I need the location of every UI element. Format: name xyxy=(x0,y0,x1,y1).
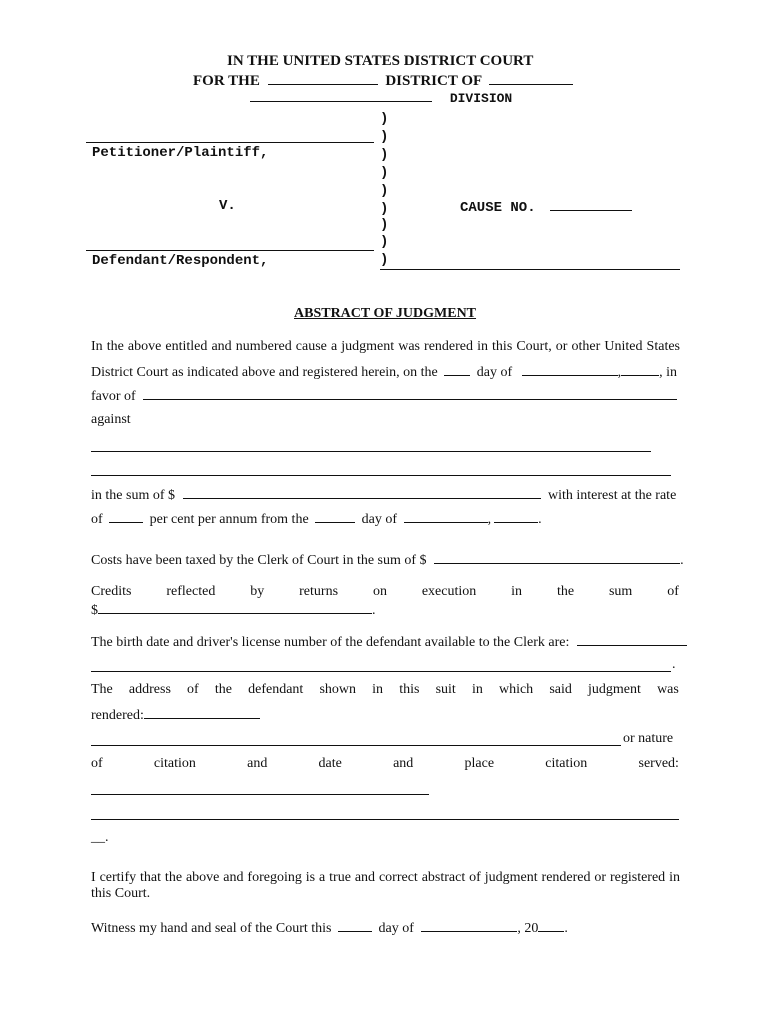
paren: ) xyxy=(380,129,389,145)
costs-sum-field[interactable] xyxy=(434,551,680,564)
word: reflected xyxy=(166,584,216,599)
against-field-1[interactable] xyxy=(91,451,651,452)
defendant-label: Defendant/Respondent, xyxy=(92,253,269,269)
district-name-field[interactable] xyxy=(268,72,378,85)
interest-year-field[interactable] xyxy=(494,510,538,523)
cause-no-field[interactable] xyxy=(550,198,632,211)
address-field[interactable] xyxy=(91,745,621,746)
credits-line xyxy=(91,584,679,600)
district-line xyxy=(193,72,573,90)
word: address xyxy=(128,682,171,697)
rate-line xyxy=(91,510,542,528)
citation-field-1[interactable] xyxy=(91,794,429,795)
citation-end-text: __. xyxy=(91,830,109,845)
word: and xyxy=(247,756,268,771)
year-prefix-text: , 20 xyxy=(517,921,539,936)
paren: ) xyxy=(380,165,389,181)
interest-day-field[interactable] xyxy=(315,510,355,523)
word: in xyxy=(511,584,523,599)
word: in xyxy=(372,682,384,697)
district-of-label: DISTRICT OF xyxy=(385,73,482,89)
period-text: . xyxy=(372,603,376,618)
witness-month-field[interactable] xyxy=(421,919,517,932)
paren: ) xyxy=(380,183,389,199)
word: Credits xyxy=(91,584,132,599)
judgment-month-field[interactable] xyxy=(522,363,618,376)
word: this xyxy=(399,682,420,697)
for-the-label: FOR THE xyxy=(193,73,260,89)
costs-text: Costs have been taxed by the Clerk of Court in the sum of $ xyxy=(91,553,427,568)
word: place xyxy=(464,756,495,771)
of-text: of xyxy=(91,512,103,527)
division-label: DIVISION xyxy=(449,91,513,106)
witness-day-field[interactable] xyxy=(338,919,372,932)
paren: ) xyxy=(380,217,389,233)
costs-line xyxy=(91,551,684,569)
word: suit xyxy=(435,682,456,697)
word: of xyxy=(91,756,103,771)
word: served: xyxy=(638,756,679,771)
word: shown xyxy=(319,682,357,697)
paren: ) xyxy=(380,234,389,250)
cause-no-line xyxy=(460,198,632,216)
word: in xyxy=(471,682,483,697)
license-field[interactable] xyxy=(91,671,671,672)
judgment-paragraph-line1: In the above entitled and numbered cause a judgment was rendered in this Court, or other United States xyxy=(91,339,680,354)
certify-line1: I certify that the above and foregoing is a true and correct abstract of judgment rendered or registered in xyxy=(91,870,680,885)
period-text: . xyxy=(538,512,542,527)
day-of-text: day of xyxy=(476,365,513,380)
day-of-text: day of xyxy=(361,512,398,527)
registered-text: District Court as indicated above and registered herein, on the xyxy=(91,365,438,380)
word: was xyxy=(657,682,679,697)
word: returns xyxy=(299,584,339,599)
sum-line xyxy=(91,486,676,504)
versus-label: V. xyxy=(219,198,236,214)
rendered-address-field[interactable] xyxy=(144,706,260,719)
birth-date-text: The birth date and driver's license number of the defendant available to the Clerk are: xyxy=(91,635,570,650)
paren: ) xyxy=(380,201,389,217)
word: execution xyxy=(421,584,477,599)
document-title: ABSTRACT OF JUDGMENT xyxy=(294,306,477,321)
word: on xyxy=(372,584,387,599)
rendered-line xyxy=(91,706,260,724)
rendered-text: rendered: xyxy=(91,708,144,723)
word: said xyxy=(549,682,572,697)
favor-of-line xyxy=(91,387,677,405)
petitioner-name-field[interactable] xyxy=(86,142,374,143)
witness-text: Witness my hand and seal of the Court this xyxy=(91,921,332,936)
cause-no-label: CAUSE NO. xyxy=(460,200,536,216)
paren: ) xyxy=(380,252,389,268)
dollar-text: $ xyxy=(91,603,98,618)
paren: ) xyxy=(380,147,389,163)
comma-text: , xyxy=(487,512,492,527)
birth-date-line xyxy=(91,633,687,651)
certify-line2: this Court. xyxy=(91,886,151,901)
per-annum-text: per cent per annum from the xyxy=(149,512,309,527)
favor-of-field[interactable] xyxy=(143,387,677,400)
in-text: , in xyxy=(659,365,678,380)
or-nature-text: or nature xyxy=(623,731,674,746)
period-text: . xyxy=(680,553,684,568)
birth-date-field[interactable] xyxy=(577,633,687,646)
judgment-year-field[interactable] xyxy=(621,363,659,376)
word: judgment xyxy=(588,682,641,697)
defendant-name-field[interactable] xyxy=(86,250,374,251)
word: The xyxy=(91,682,113,697)
division-field[interactable] xyxy=(250,89,432,102)
favor-of-label: favor of xyxy=(91,389,136,404)
interest-month-field[interactable] xyxy=(404,510,488,523)
witness-year-field[interactable] xyxy=(538,919,564,932)
credits-sum-field[interactable] xyxy=(98,601,372,614)
judgment-day-field[interactable] xyxy=(444,363,470,376)
address-line xyxy=(91,682,679,698)
period-text: . xyxy=(672,657,676,672)
day-of-text: day of xyxy=(378,921,414,936)
period-text: . xyxy=(564,921,568,936)
paren: ) xyxy=(380,111,389,127)
word: the xyxy=(214,682,232,697)
caption-rule xyxy=(380,269,680,270)
witness-line xyxy=(91,919,568,937)
word: defendant xyxy=(248,682,304,697)
credits-sum-line xyxy=(91,601,376,619)
word: the xyxy=(556,584,575,599)
judgment-sum-field[interactable] xyxy=(183,486,541,499)
citation-line xyxy=(91,756,679,772)
word: citation xyxy=(153,756,196,771)
comma-text: , xyxy=(617,365,622,380)
court-heading: IN THE UNITED STATES DISTRICT COURT xyxy=(227,53,534,69)
word: citation xyxy=(545,756,588,771)
word: of xyxy=(187,682,199,697)
word: date xyxy=(318,756,342,771)
word: and xyxy=(393,756,414,771)
word: by xyxy=(250,584,265,599)
petitioner-label: Petitioner/Plaintiff, xyxy=(92,145,269,161)
against-label: against xyxy=(91,412,131,427)
division-line xyxy=(250,89,512,106)
word: which xyxy=(498,682,534,697)
interest-text: with interest at the rate xyxy=(548,488,677,503)
against-field-2[interactable] xyxy=(91,475,671,476)
sum-label: in the sum of $ xyxy=(91,488,175,503)
judgment-paragraph-line2 xyxy=(91,363,677,381)
word: of xyxy=(667,584,679,599)
word: sum xyxy=(608,584,633,599)
citation-field-2[interactable] xyxy=(91,819,679,820)
interest-rate-field[interactable] xyxy=(109,510,143,523)
district-of-field[interactable] xyxy=(489,72,573,85)
